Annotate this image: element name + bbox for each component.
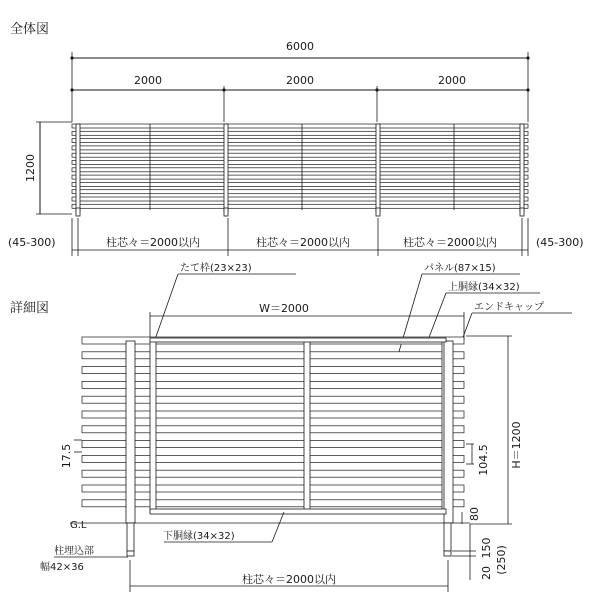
overview-title: 全体図 bbox=[10, 22, 50, 37]
overview-slat bbox=[72, 204, 528, 208]
overview-slat bbox=[72, 161, 528, 165]
slat-pitch-label: 104.5 bbox=[477, 444, 490, 476]
main-post-left bbox=[126, 341, 135, 523]
embedded-post-right bbox=[444, 523, 451, 551]
post-foot-left bbox=[127, 551, 134, 556]
height-label: 1200 bbox=[24, 154, 37, 182]
overview-post bbox=[520, 124, 524, 212]
overview-post-foot bbox=[520, 208, 524, 216]
detail-slat bbox=[82, 352, 464, 359]
embedded-post-left bbox=[127, 523, 134, 551]
bottom-rail-label: 下胴縁(34×32) bbox=[163, 531, 235, 542]
main-post-right bbox=[444, 341, 453, 523]
dim-dot bbox=[222, 88, 225, 91]
overview-post-foot bbox=[376, 208, 380, 216]
span-width-label-2: 2000 bbox=[286, 74, 314, 87]
overview-post-foot bbox=[76, 208, 80, 216]
detail-slat bbox=[82, 485, 464, 492]
dim-dot bbox=[526, 56, 529, 59]
top-rail-label: 上胴縁(34×32) bbox=[448, 282, 520, 293]
bottom-rail-leader bbox=[272, 512, 284, 542]
width-label: W＝2000 bbox=[259, 302, 309, 315]
dim-dot bbox=[375, 88, 378, 91]
overview-fence bbox=[72, 124, 528, 216]
overview-slat bbox=[72, 146, 528, 150]
total-width-label: 6000 bbox=[286, 40, 314, 53]
detail-post-pitch-label: 柱芯々＝2000以内 bbox=[242, 573, 336, 586]
detail-title: 詳細図 bbox=[10, 301, 50, 316]
frame-post-left bbox=[150, 341, 156, 513]
detail-slat bbox=[82, 367, 464, 374]
overview-post bbox=[76, 124, 80, 212]
detail-fence bbox=[82, 337, 464, 523]
overview-slat bbox=[72, 197, 528, 201]
end-cap-label: エンドキャップ bbox=[474, 302, 544, 313]
post-pitch-label-3: 柱芯々＝2000以内 bbox=[403, 236, 497, 249]
frame-label: たて枠(23×23) bbox=[180, 263, 252, 274]
dim-20: 20 bbox=[480, 566, 493, 580]
overview-post-foot bbox=[224, 208, 228, 216]
detail-slat bbox=[82, 396, 464, 403]
overview-slat bbox=[72, 153, 528, 157]
panel-label: パネル(87×15) bbox=[424, 263, 496, 274]
detail-slat bbox=[82, 411, 464, 418]
embed-label: 柱埋込部 bbox=[54, 546, 94, 557]
bottom-rail bbox=[150, 509, 446, 514]
top-rail-leader bbox=[428, 293, 446, 340]
dim-250: (250) bbox=[495, 545, 508, 575]
post-foot-right bbox=[444, 551, 451, 556]
overview-slat bbox=[72, 168, 528, 172]
detail-slat bbox=[82, 470, 464, 477]
detail-slat bbox=[82, 441, 464, 448]
overview-slat bbox=[72, 182, 528, 186]
post-pitch-label-2: 柱芯々＝2000以内 bbox=[256, 236, 350, 249]
embed-size-label: 幅42×36 bbox=[40, 562, 84, 573]
detail-slat bbox=[82, 426, 464, 433]
detail-slat bbox=[82, 455, 464, 462]
overview-slat bbox=[72, 131, 528, 135]
detail-slat bbox=[82, 500, 464, 507]
gl-label: G.L bbox=[70, 520, 87, 531]
dim-dot bbox=[70, 56, 73, 59]
span-width-label-3: 2000 bbox=[438, 74, 466, 87]
overview-post bbox=[376, 124, 380, 212]
dim-150: 150 bbox=[480, 537, 493, 559]
overview-slat bbox=[72, 175, 528, 179]
frame-post-center bbox=[304, 341, 310, 513]
bottom-gap-label: 80 bbox=[468, 507, 481, 521]
end-offset-right: (45-300) bbox=[536, 236, 584, 249]
overview-post bbox=[224, 124, 228, 212]
overview-slat bbox=[72, 139, 528, 143]
span-width-label-1: 2000 bbox=[134, 74, 162, 87]
end-offset-left: (45-300) bbox=[8, 236, 56, 249]
dim-dot bbox=[70, 88, 73, 91]
overview-slat bbox=[72, 190, 528, 194]
overview-slat bbox=[72, 124, 528, 128]
detail-slat bbox=[82, 381, 464, 388]
post-pitch-label-1: 柱芯々＝2000以内 bbox=[106, 236, 200, 249]
top-rail bbox=[150, 338, 446, 342]
gap-label: 17.5 bbox=[60, 443, 73, 469]
dim-dot bbox=[526, 88, 529, 91]
height-label-detail: H＝1200 bbox=[510, 421, 523, 469]
